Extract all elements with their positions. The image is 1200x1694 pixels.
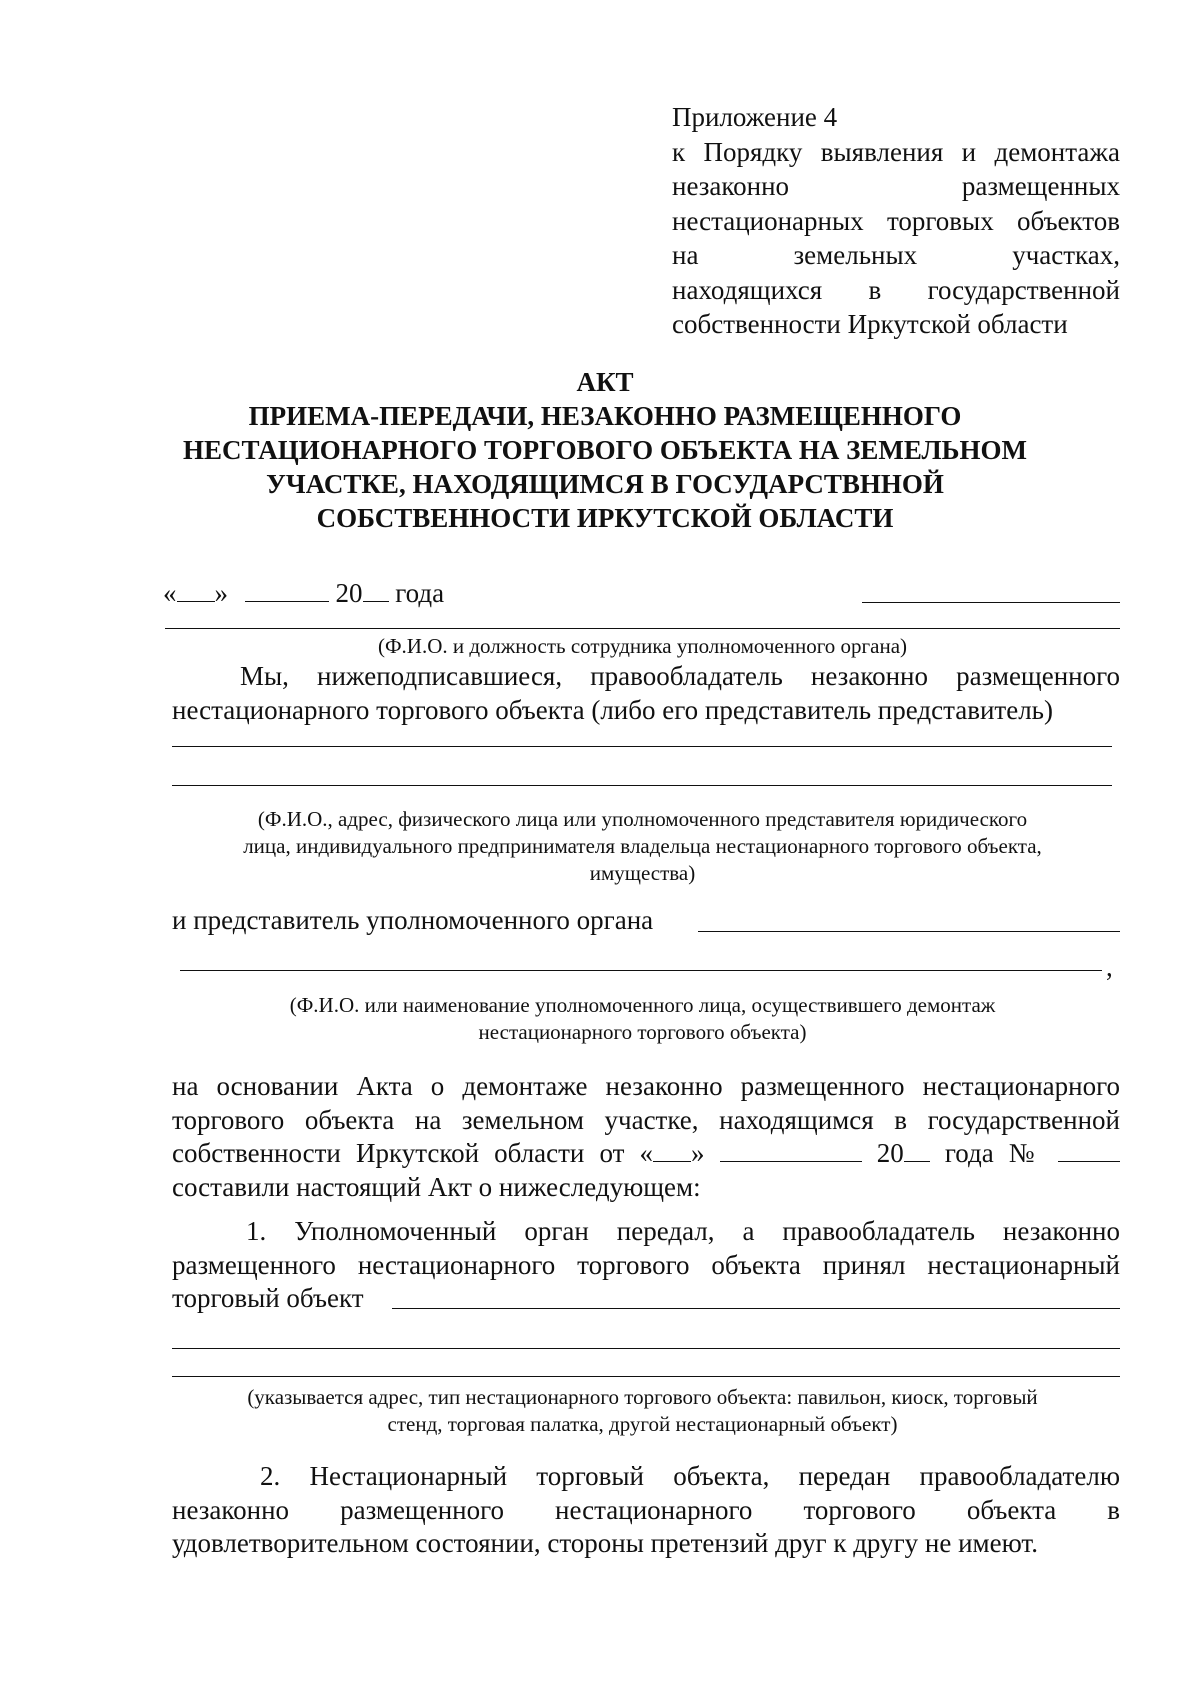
title-line: НЕСТАЦИОНАРНОГО ТОРГОВОГО ОБЪЕКТА НА ЗЕМЕЛЬНОМ	[183, 435, 1027, 465]
title-line: УЧАСТКЕ, НАХОДЯЩИМСЯ В ГОСУДАРСТВННОЙ	[266, 469, 944, 499]
document-title	[120, 365, 1090, 535]
intro-paragraph: Мы, нижеподписавшиеся, правообладатель незаконно размещенного нестационарного торгового объекта (либо его представитель представитель)	[172, 661, 1120, 725]
officer-caption: (Ф.И.О. и должность сотрудника уполномоченного органа)	[377, 634, 908, 658]
item-2-paragraph: 2. Нестационарный торговый объекта, передан правообладателю незаконно размещенного нестационарного торгового объекта в удовлетворительном состоянии, стороны претензий друг к другу не имеют.	[172, 1461, 1120, 1558]
item-1-paragraph: 1. Уполномоченный орган передал, а правообладатель незаконно размещенного нестационарного торгового объекта принял нестационарный торговый объект	[172, 1216, 1120, 1313]
appendix-number: Приложение 4	[672, 102, 838, 132]
day-blank[interactable]	[177, 577, 215, 602]
appendix-line: на земельных участках,	[672, 240, 1120, 270]
title-line: СОБСТВЕННОСТИ ИРКУТСКОЙ ОБЛАСТИ	[316, 503, 894, 533]
month-blank[interactable]	[245, 577, 329, 602]
representative-continuation-line[interactable]	[180, 970, 1102, 971]
year-blank[interactable]	[363, 577, 389, 602]
object-line-3[interactable]	[172, 1376, 1120, 1377]
title-line: АКТ	[576, 367, 634, 397]
date-line: « » 20 года	[163, 578, 445, 608]
basis-number-blank[interactable]	[1058, 1137, 1120, 1162]
basis-paragraph: на основании Акта о демонтаже незаконно размещенного нестационарного торгового объекта на земельном участке, находящимся в государственной собственности Иркутской области от « » 20 года № составили настоящий Акт о нижеследующем:	[172, 1071, 1120, 1202]
appendix-line: незаконно размещенных	[672, 171, 1120, 201]
place-blank[interactable]	[862, 602, 1120, 603]
authorized-caption: (Ф.И.О. или наименование уполномоченного лица, осуществившего демонтаж нестационарного торгового объекта)	[289, 993, 996, 1044]
representative-name-line[interactable]	[698, 931, 1120, 932]
title-line: ПРИЕМА-ПЕРЕДАЧИ, НЕЗАКОННО РАЗМЕЩЕННОГО	[248, 401, 962, 431]
appendix-line: находящихся в государственной	[672, 274, 1120, 305]
owner-name-line[interactable]	[172, 746, 1112, 747]
appendix-line: к Порядку выявления и демонтажа	[672, 136, 1120, 167]
basis-month-blank[interactable]	[720, 1137, 862, 1162]
appendix-block	[672, 100, 1120, 342]
trailing-comma: ,	[1106, 952, 1113, 982]
representative-label: и представитель уполномоченного органа	[172, 905, 654, 935]
object-line[interactable]	[392, 1308, 1120, 1309]
basis-year-blank[interactable]	[904, 1137, 930, 1162]
appendix-line: собственности Иркутской области	[672, 309, 1068, 339]
appendix-line: нестационарных торговых объектов	[672, 205, 1120, 236]
object-caption: (указывается адрес, тип нестационарного торгового объекта: павильон, киоск, торговый стенд, торговая палатка, другой нестационарный объект)	[247, 1385, 1038, 1436]
object-line-2[interactable]	[172, 1348, 1120, 1349]
owner-address-line[interactable]	[172, 785, 1112, 786]
officer-name-line[interactable]	[165, 628, 1120, 629]
owner-caption: (Ф.И.О., адрес, физического лица или уполномоченного представителя юридического лица, индивидуального предпринимателя владельца нестационарного торгового объекта, имущества)	[243, 807, 1042, 885]
basis-day-blank[interactable]	[653, 1137, 691, 1162]
